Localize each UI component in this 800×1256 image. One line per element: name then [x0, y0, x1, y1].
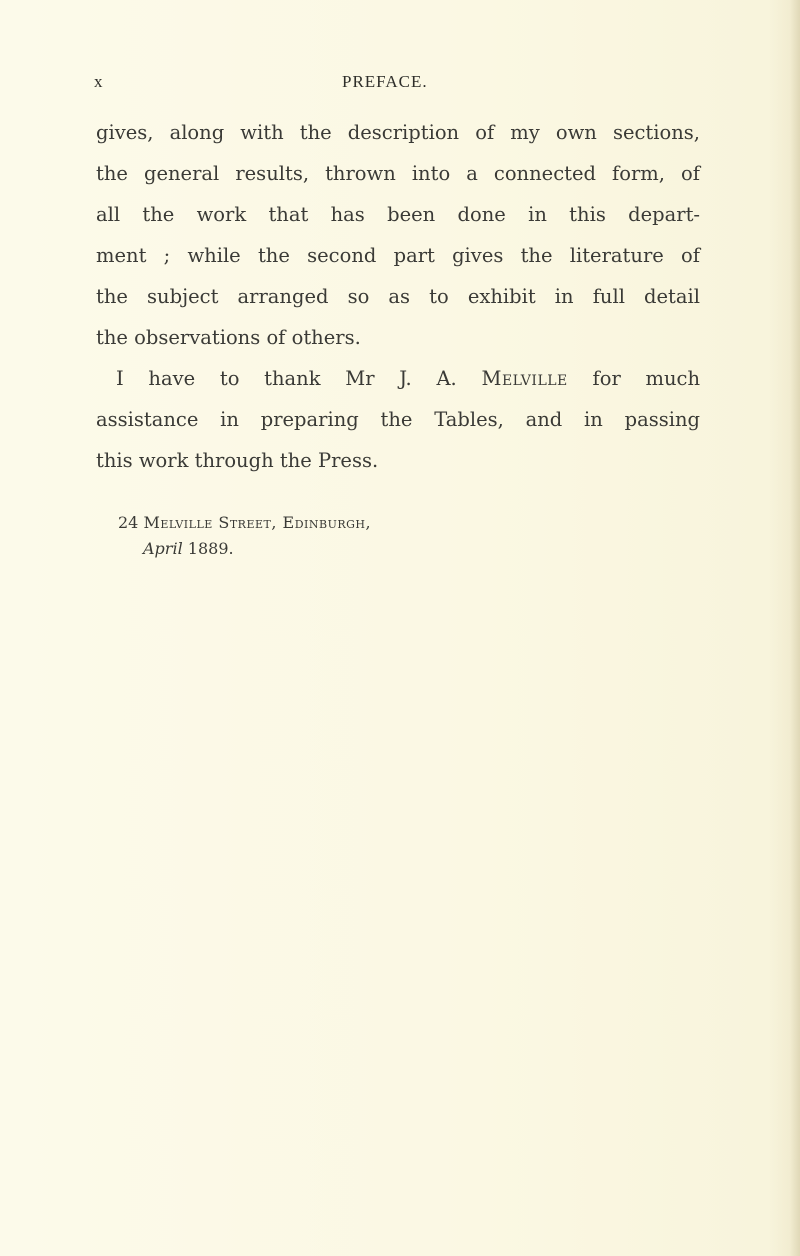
signature-block — [118, 510, 538, 562]
page-edge-shadow — [790, 0, 800, 1256]
text-line: gives, along with the description of my own sections, — [96, 121, 700, 144]
date-year: 1889. — [187, 539, 234, 558]
address-line — [118, 510, 538, 536]
date-month: April — [143, 539, 183, 558]
text-line: the general results, thrown into a connected form, of — [96, 162, 700, 185]
thanks-text-before: I have to thank Mr J. A. — [116, 367, 457, 390]
text-line: the subject arranged so as to exhibit in full detail — [96, 285, 700, 308]
page-title: PREFACE. — [342, 72, 428, 91]
running-head — [94, 72, 706, 96]
text-line: this work through the Press. — [96, 449, 379, 472]
page-number: x — [94, 72, 104, 91]
text-line: the observations of others. — [96, 326, 361, 349]
thanks-line — [96, 358, 700, 399]
text-line: assistance in preparing the Tables, and in passing — [96, 408, 700, 431]
text-line: ment ; while the second part gives the literature of — [96, 244, 700, 267]
preface-text — [96, 112, 700, 481]
date-line — [118, 536, 538, 562]
text-line: all the work that has been done in this depart- — [96, 203, 700, 226]
thanks-text-after: for much — [592, 367, 701, 390]
address-number: 24 — [118, 513, 139, 532]
address-street: Melville Street, Edinburgh, — [143, 513, 372, 532]
thanks-name: Melville — [481, 367, 568, 390]
